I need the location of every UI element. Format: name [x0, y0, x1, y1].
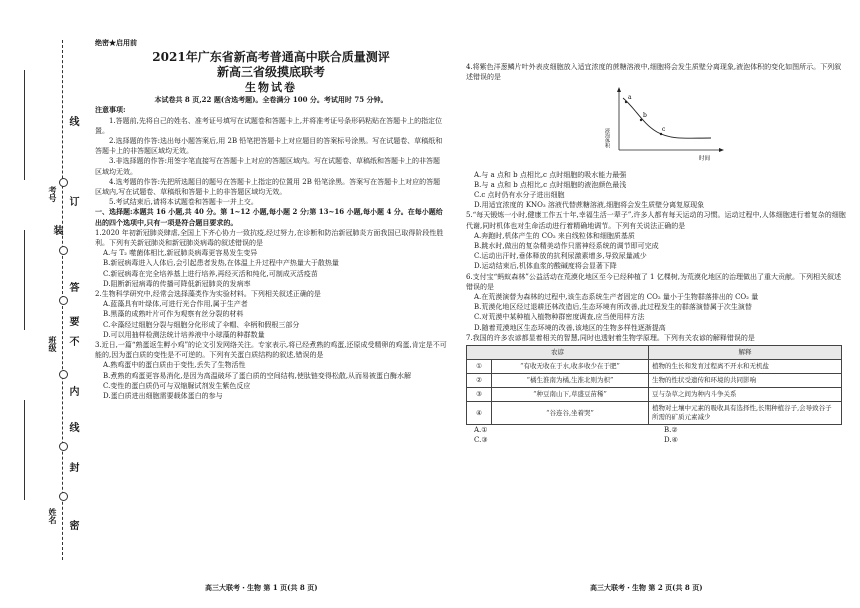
question-stem: 2.生物科学研究中,经常会选择藻类作为实验材料。下列相关叙述正确的是 — [95, 290, 321, 299]
margin-circle — [59, 370, 68, 379]
option: D.蛋白质进出细胞需要载体蛋白的参与 — [103, 392, 223, 401]
proverb-cell: “种豆南山下,草盛豆苗稀” — [492, 388, 649, 402]
margin-circle — [59, 246, 68, 255]
margin-circle — [59, 442, 68, 451]
note-item: 1.答题前,先将自己的姓名、准考证号填写在试题卷和答题卡上,并将准考证号条形码粘贴在答题卡上的指定位置。 — [95, 116, 443, 135]
proverb-cell: “有收无收在于水,收多收少在于肥” — [492, 360, 649, 374]
question-stem: 4.将紫色洋葱鳞片叶外表皮细胞放入适宜浓度的蔗糖溶液中,细胞将会发生质壁分离现象,液泡体积的变化如图所示。下列叙述错误的是 — [466, 63, 842, 82]
margin-circle — [59, 492, 68, 501]
option: D.用适宜浓度的 KNO₃ 溶液代替蔗糖溶液,细胞将会发生质壁分离复原现象 — [474, 201, 705, 210]
question-stem: 1.2020 年初新冠肺炎肆虐,全国上下齐心协力一致抗疫,经过努力,在诊断和防治新冠肺炎方面我国已取得阶段性胜利。下列有关新冠肺炎和新冠肺炎病毒的叙述错误的是 — [95, 228, 444, 248]
page-footer: 高三大联考・生物 第 1 页(共 8 页) — [205, 583, 318, 592]
table-row — [467, 388, 842, 402]
option: A.蓝藻具有叶绿体,可进行光合作用,属于生产者 — [103, 300, 248, 309]
table-row — [467, 402, 842, 425]
name-blank — [24, 400, 25, 500]
option: C.伞藻经过细胞分裂与细胞分化形成了伞帽、伞柄和假根三部分 — [103, 320, 300, 329]
point-label-b: b — [643, 112, 647, 120]
y-axis-arrow — [617, 87, 621, 92]
row-index: ② — [467, 374, 492, 388]
option: B.煮熟的鸡蛋更容易消化,是因为高温破坏了蛋白质的空间结构,使肽链变得松散,从而易被蛋白酶水解 — [103, 371, 412, 380]
margin-circle — [59, 296, 68, 305]
binding-margin — [0, 0, 90, 608]
option: A.与 T₂ 噬菌体相比,新冠肺炎病毒更容易发生变异 — [103, 249, 258, 258]
field-exam-number: 考号 — [48, 186, 58, 202]
y-axis-label: 液泡体积 — [604, 128, 610, 149]
page-1-column — [95, 38, 447, 401]
margin-marker: 线 — [67, 422, 78, 432]
table-header-row — [467, 346, 842, 360]
page-2-column — [466, 62, 846, 445]
option: B.跳水时,做出的复杂精美动作只需神经系统的调节即可完成 — [474, 242, 659, 251]
volume-curve — [623, 98, 711, 138]
field-class: 班级 — [48, 336, 58, 352]
explanation-cell: 植物对土壤中元素的吸收具有选择性,长期种植谷子,会导致谷子所需的矿质元素减少 — [649, 402, 842, 425]
field-name: 姓名 — [48, 508, 58, 524]
question-stem: 3.近日,一篇“熟蛋返生孵小鸡”的论文引发网络关注。专家表示,将已经煮熟的鸡蛋,还原成受精卵的鸡蛋,肯定是不可能的,因为蛋白质的变性是不可逆的。下列有关蛋白质结构的叙述,错误的是 — [95, 341, 447, 360]
explanation-cell: 豆与杂草之间为种内斗争关系 — [649, 388, 842, 402]
explanation-cell: 生物的性状受遗传和环境的共同影响 — [649, 374, 842, 388]
option: B.与 a 点和 b 点相比,c 点时细胞的液泡颜色最浅 — [474, 180, 627, 189]
margin-marker: 内 — [67, 386, 78, 396]
x-axis-label: 时间 — [699, 156, 711, 163]
exam-number-blank — [24, 70, 25, 180]
secret-label: 绝密★启用前 — [95, 38, 137, 47]
proverb-cell: “橘生淮南为橘,生淮北则为枳” — [492, 374, 649, 388]
margin-marker: 答 — [67, 282, 78, 292]
point-label-a: a — [628, 94, 632, 102]
row-index: ① — [467, 360, 492, 374]
option: D.可以用抽样检测法统计培养液中小球藻的种群数量 — [103, 330, 265, 339]
note-item: 2.选择题的作答:选出每小题答案后,用 2B 铅笔把答题卡上对应题目的答案标号涂黑。写在试题卷、草稿纸和答题卡上的非答题区域均无效。 — [95, 137, 443, 156]
option: A.奔跑时,机体产生的 CO₂ 来自线粒体和细胞质基质 — [474, 231, 635, 240]
margin-marker: 要 — [67, 316, 78, 326]
table-header: 解释 — [649, 346, 842, 360]
class-blank — [24, 230, 25, 330]
margin-marker: 不 — [67, 336, 78, 346]
option: C.c 点时仍有水分子进出细胞 — [474, 191, 565, 200]
notes-heading: 注意事项: — [95, 105, 126, 115]
table-row — [467, 374, 842, 388]
page-footer: 高三大联考・生物 第 2 页(共 8 页) — [590, 583, 703, 592]
option: C.新冠病毒在完全培养基上进行培养,再经灭活和纯化,可制成灭活疫苗 — [103, 269, 318, 278]
exam-subtitle: 新高三省级摸底联考 — [216, 65, 325, 80]
option: A.与 a 点和 b 点相比,c 点时细胞的吸水能力最强 — [474, 170, 627, 179]
row-index: ④ — [467, 402, 492, 425]
row-index: ③ — [467, 388, 492, 402]
option: B.② — [664, 426, 678, 435]
table-header: 农谚 — [467, 346, 649, 360]
question-stem: 7.我国的许多农谚都显着相关的智慧,同时也透射着生物学原理。下列有关农谚的解释错误的是 — [466, 333, 755, 342]
option-row — [466, 425, 846, 435]
curve-point-b — [640, 119, 642, 121]
point-label-c: c — [662, 126, 666, 134]
option: A.在荒漠演替为森林的过程中,该生态系统生产者固定的 CO₂ 量小于生物群落排出的 CO₂ 量 — [474, 293, 759, 302]
x-axis-arrow — [719, 148, 724, 152]
option: C.运动出汗时,垂体释放的抗利尿激素增多,导致尿量减少 — [474, 252, 647, 261]
proverb-cell: “谷连谷,坐着哭” — [492, 402, 649, 425]
margin-circle — [59, 178, 68, 187]
table-row — [467, 360, 842, 374]
option: B.新冠病毒进入人体后,会引起患者发热,在体温上升过程中产热量大于散热量 — [103, 259, 339, 268]
option: D.随着荒漠地区生态环境的改善,该地区的生物多样性逐渐提高 — [474, 323, 666, 332]
question-stem: 5.“每天锻炼一小时,健康工作五十年,幸福生活一辈子”,许多人都有每天运动的习惯。运动过程中,人体细胞进行着复杂的细胞代谢,同时机体也对生命活动进行着精确地调节。下列有关说法正确的是 — [466, 211, 846, 230]
option: C.③ — [474, 436, 488, 445]
option: B.黑藻的成熟叶片可作为观察有丝分裂的材料 — [103, 310, 244, 319]
option: C.对荒漠中某种植入植物种群密度调查,应当使用样方法 — [474, 313, 645, 322]
curve-point-a — [625, 101, 627, 103]
option: B.荒漠化地区经过退耕还林改造后,生态环境有所改善,此过程发生的群落演替属于次生演替 — [474, 303, 752, 312]
section-heading: 一、选择题:本题共 16 小题,共 40 分。第 1~12 小题,每小题 2 分;第 13~16 小题,每小题 4 分。在每小题给出的四个选项中,只有一项是符合题目要求的。 — [95, 207, 443, 227]
option: D.阻断新冠病毒的传播可降低新冠肺炎的发病率 — [103, 279, 251, 288]
note-item: 5.考试结束后,请将本试题卷和答题卡一并上交。 — [109, 198, 258, 207]
option: D.运动结束后,机体血浆的酸碱度将会显著下降 — [474, 262, 617, 271]
explanation-cell: 植物的生长和发育过程离不开水和无机盐 — [649, 360, 842, 374]
margin-marker: 密 — [67, 520, 78, 530]
note-item: 3.非选择题的作答:用签字笔直接写在答题卡上对应的答题区域内。写在试题卷、草稿纸和答题卡上的非答题区域均无效。 — [95, 157, 441, 176]
margin-marker: 封 — [67, 462, 78, 472]
question-stem: 6.支付宝“蚂蚁森林”公益活动在荒漠化地区至今已经种植了 1 亿棵树,为荒漠化地区的治理做出了重大贡献。下列相关叙述错误的是 — [466, 272, 841, 291]
option-row — [466, 435, 846, 445]
option: A.① — [474, 426, 488, 435]
note-item: 4.选考题的作答:先把所选题目的题号在答题卡上指定的位置用 2B 铅笔涂黑。答案写在答题卡上对应的答题区域内,写在试题卷、草稿纸和答题卡上的非答题区域均无效。 — [95, 177, 441, 197]
curve-point-c — [660, 133, 662, 135]
exam-title: 2021年广东省新高考普通高中联合质量测评 — [152, 50, 390, 65]
margin-marker: 装 — [51, 225, 62, 235]
margin-marker: 订 — [67, 196, 78, 206]
vacuole-volume-curve — [601, 84, 731, 164]
option: D.④ — [664, 436, 678, 445]
margin-marker: 线 — [67, 116, 78, 126]
proverb-table — [466, 345, 842, 425]
option: C.变性的蛋白质仍可与双缩脲试剂发生紫色反应 — [103, 381, 251, 390]
option: A.熟鸡蛋中的蛋白质由于变性,丢失了生物活性 — [103, 361, 246, 370]
subject-title: 生物试卷 — [245, 81, 297, 95]
exam-meta: 本试卷共 8 页,22 题(含选考题)。全卷满分 100 分。考试用时 75 分钟。 — [154, 95, 388, 105]
